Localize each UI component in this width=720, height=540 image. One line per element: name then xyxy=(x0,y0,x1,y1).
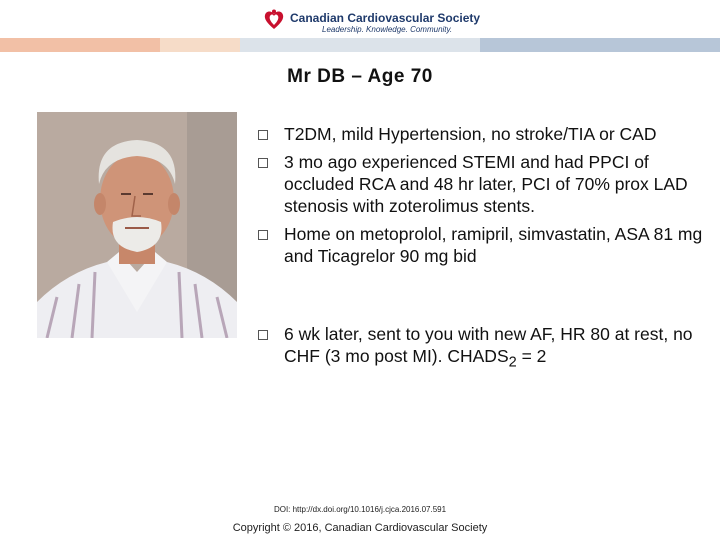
bullet-text xyxy=(284,324,693,371)
bullet-text-tail: = 2 xyxy=(516,346,547,366)
organization-name: Canadian Cardiovascular Society xyxy=(290,11,481,25)
ccs-logo xyxy=(262,6,481,38)
header-stripe-segment xyxy=(240,38,480,52)
header-stripe-segment xyxy=(160,38,240,52)
list-item xyxy=(258,123,713,145)
bullet-text: 3 mo ago experienced STEMI and had PPCI of occluded RCA and 48 hr later, PCI of 70% prox LAD stenosis with zoterolimus stents. xyxy=(284,152,688,216)
header-stripe-segment xyxy=(0,38,160,52)
patient-photo xyxy=(37,112,237,338)
bullet-text: T2DM, mild Hypertension, no stroke/TIA or CAD xyxy=(284,124,657,144)
bullet-text: Home on metoprolol, ramipril, simvastatin, ASA 81 mg and Ticagrelor 90 mg bid xyxy=(284,224,703,266)
case-details-list xyxy=(258,123,713,374)
doi-link[interactable]: DOI: http://dx.doi.org/10.1016/j.cjca.2016.07.591 xyxy=(273,505,447,514)
organization-tagline: Leadership. Knowledge. Community. xyxy=(322,25,453,34)
list-item xyxy=(258,223,713,267)
slide-title: Mr DB – Age 70 xyxy=(287,66,433,87)
square-bullet-icon xyxy=(258,230,268,240)
square-bullet-icon xyxy=(258,330,268,340)
chads-subscript: 2 xyxy=(508,354,517,371)
square-bullet-icon xyxy=(258,158,268,168)
square-bullet-icon xyxy=(258,130,268,140)
header-stripe-segment xyxy=(480,38,720,52)
list-item xyxy=(258,323,713,374)
bullet-text-main: 6 wk later, sent to you with new AF, HR 80 at rest, no CHF (3 mo post MI). CHADS xyxy=(284,324,693,366)
copyright-notice: Copyright © 2016, Canadian Cardiovascular Society xyxy=(232,522,488,534)
list-item xyxy=(258,151,713,217)
heart-leaf-icon xyxy=(262,8,286,32)
